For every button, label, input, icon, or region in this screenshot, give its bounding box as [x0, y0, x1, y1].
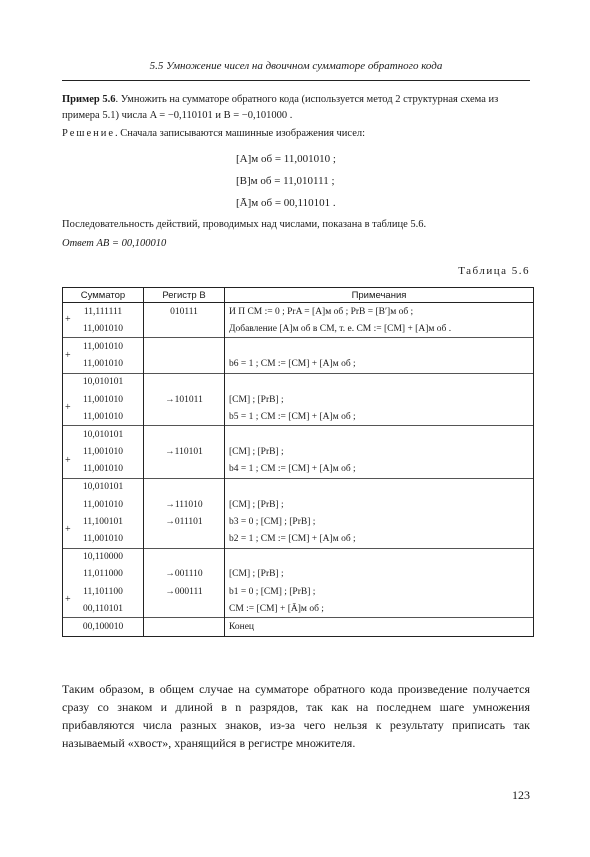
register-cell: [144, 618, 225, 636]
multiplication-table: [62, 287, 534, 637]
table-row: [63, 548, 534, 566]
note-cell: [СМ] ; [PrB] ;: [225, 391, 534, 408]
accumulator-value: 11,001010: [82, 411, 124, 422]
plus-sign: +: [65, 349, 71, 361]
table-row: [63, 373, 534, 391]
register-cell: →011101: [144, 513, 225, 530]
note-cell: b5 = 1 ; СМ := [СМ] + [A]м об ;: [225, 408, 534, 426]
note-cell: Добавление [A]м об в СМ, т. е. СМ := [СМ] + [A]м об .: [225, 320, 534, 338]
accumulator-value: 00,110101: [82, 603, 124, 614]
table-row: [63, 444, 534, 461]
register-cell: [144, 356, 225, 374]
table-row: [63, 600, 534, 618]
accumulator-value: 11,001010: [82, 341, 124, 352]
table-row: [63, 583, 534, 600]
accumulator-value: 11,100101: [82, 516, 124, 527]
column-header: Сумматор: [63, 288, 144, 303]
table-row: [63, 618, 534, 636]
formula-a: [A]м об = 11,001010 ;: [236, 153, 336, 165]
accumulator-cell: [63, 496, 144, 513]
note-cell: b3 = 0 ; [СМ] ; [PrB] ;: [225, 513, 534, 530]
plus-sign: +: [65, 594, 71, 606]
plus-sign: +: [65, 314, 71, 326]
register-cell: [144, 530, 225, 548]
page-number: 123: [512, 788, 530, 802]
table-row: [63, 391, 534, 408]
note-cell: [225, 426, 534, 444]
plus-sign: +: [65, 454, 71, 466]
register-cell: →001110: [144, 566, 225, 583]
example-paragraph: [62, 92, 530, 124]
table-row: [63, 478, 534, 496]
column-header: Примечания: [225, 288, 534, 303]
example-text: . Умножить на сумматоре обратного кода (используется метод 2 структурная схема из примера 5.1) числа A = −0,110101 и B = −0,101000 .: [62, 94, 499, 121]
table-row: [63, 496, 534, 513]
note-cell: И П СМ := 0 ; PrA = [A]м об ; PrB = [B′]м об ;: [225, 303, 534, 321]
accumulator-cell: [63, 524, 144, 548]
accumulator-value: 11,001010: [82, 499, 124, 510]
accumulator-cell: [63, 314, 144, 338]
accumulator-cell: [63, 618, 144, 636]
accumulator-cell: [63, 478, 144, 496]
conclusion-paragraph: Таким образом, в общем случае на сумматоре обратного кода произведение получается сразу со знаком и длиной в n разрядов, так как на последнем шаге умножения прибавляются числа разных знаков, из-за чего нельзя к результату приписать так называемый «хвост», хранящийся в регистре множителя.: [62, 682, 530, 750]
accumulator-value: 11,001010: [82, 464, 124, 475]
register-cell: →101011: [144, 391, 225, 408]
header-rule: [62, 80, 530, 81]
accumulator-cell: [63, 303, 144, 321]
running-header: 5.5 Умножение чисел на двоичном сумматоре обратного кода: [149, 60, 443, 72]
solution-text: . Сначала записываются машинные изображения чисел:: [115, 128, 366, 139]
register-cell: →000111: [144, 583, 225, 600]
note-cell: [225, 338, 534, 356]
register-cell: [144, 320, 225, 338]
accumulator-value: 11,001010: [82, 447, 124, 458]
register-cell: [144, 426, 225, 444]
accumulator-cell: [63, 594, 144, 618]
plus-sign: +: [65, 524, 71, 536]
accumulator-value: 10,010101: [82, 482, 124, 493]
table-row: [63, 303, 534, 321]
example-label: Пример 5.6: [62, 94, 116, 105]
accumulator-value: 11,001010: [82, 359, 124, 370]
accumulator-value: 11,101100: [83, 586, 123, 597]
table-row: [63, 566, 534, 583]
note-cell: b2 = 1 ; СМ := [СМ] + [A]м об ;: [225, 530, 534, 548]
accumulator-value: 10,010101: [82, 377, 124, 388]
table-row: [63, 356, 534, 374]
solution-paragraph: [62, 126, 530, 142]
register-cell: →111010: [144, 496, 225, 513]
register-cell: [144, 373, 225, 391]
accumulator-cell: [63, 548, 144, 566]
register-cell: [144, 478, 225, 496]
answer-text: Ответ AB = 00,100010: [62, 238, 167, 249]
accumulator-cell: [63, 391, 144, 408]
plus-sign: +: [65, 402, 71, 414]
accumulator-cell: [63, 566, 144, 583]
register-cell: [144, 408, 225, 426]
accumulator-cell: [63, 373, 144, 391]
register-cell: [144, 338, 225, 356]
accumulator-cell: [63, 349, 144, 374]
accumulator-cell: [63, 454, 144, 479]
accumulator-value: 00,100010: [82, 621, 124, 632]
accumulator-cell: [63, 513, 144, 530]
note-cell: [СМ] ; [PrB] ;: [225, 566, 534, 583]
formula-a-neg: [Ā]м об = 00,110101 .: [236, 197, 336, 209]
note-cell: b1 = 0 ; [СМ] ; [PrB] ;: [225, 583, 534, 600]
accumulator-value: 10,110000: [82, 552, 124, 563]
register-cell: →110101: [144, 444, 225, 461]
table-row: [63, 320, 534, 338]
accumulator-cell: [63, 583, 144, 600]
note-cell: Конец: [225, 618, 534, 636]
register-cell: [144, 461, 225, 479]
column-header: Регистр B: [144, 288, 225, 303]
table-row: [63, 461, 534, 479]
table-row: [63, 530, 534, 548]
accumulator-cell: [63, 426, 144, 444]
note-cell: b4 = 1 ; СМ := [СМ] + [A]м об ;: [225, 461, 534, 479]
table-caption: Таблица 5.6: [458, 265, 530, 277]
accumulator-value: 11,011000: [83, 569, 123, 580]
table-row: [63, 513, 534, 530]
note-cell: [СМ] ; [PrB] ;: [225, 444, 534, 461]
note-cell: [225, 478, 534, 496]
table-row: [63, 426, 534, 444]
note-cell: [225, 548, 534, 566]
note-cell: [225, 373, 534, 391]
accumulator-value: 10,010101: [82, 429, 124, 440]
accumulator-value: 11,001010: [82, 394, 124, 405]
sequence-text: Последовательность действий, проводимых над числами, показана в таблице 5.6.: [62, 219, 427, 230]
accumulator-value: 11,001010: [82, 534, 124, 545]
accumulator-value: 11,111111: [83, 306, 123, 317]
register-cell: [144, 548, 225, 566]
accumulator-value: 11,001010: [82, 323, 124, 334]
register-cell: [144, 600, 225, 618]
formula-b: [B]м об = 11,010111 ;: [236, 175, 335, 187]
note-cell: [СМ] ; [PrB] ;: [225, 496, 534, 513]
note-cell: b6 = 1 ; СМ := [СМ] + [A]м об ;: [225, 356, 534, 374]
accumulator-cell: [63, 444, 144, 461]
solution-label: Решение: [62, 128, 116, 139]
note-cell: СМ := [СМ] + [Ā]м об ;: [225, 600, 534, 618]
accumulator-cell: [63, 402, 144, 426]
register-cell: 010111: [144, 303, 225, 321]
accumulator-cell: [63, 338, 144, 356]
table-row: [63, 338, 534, 356]
table-row: [63, 408, 534, 426]
